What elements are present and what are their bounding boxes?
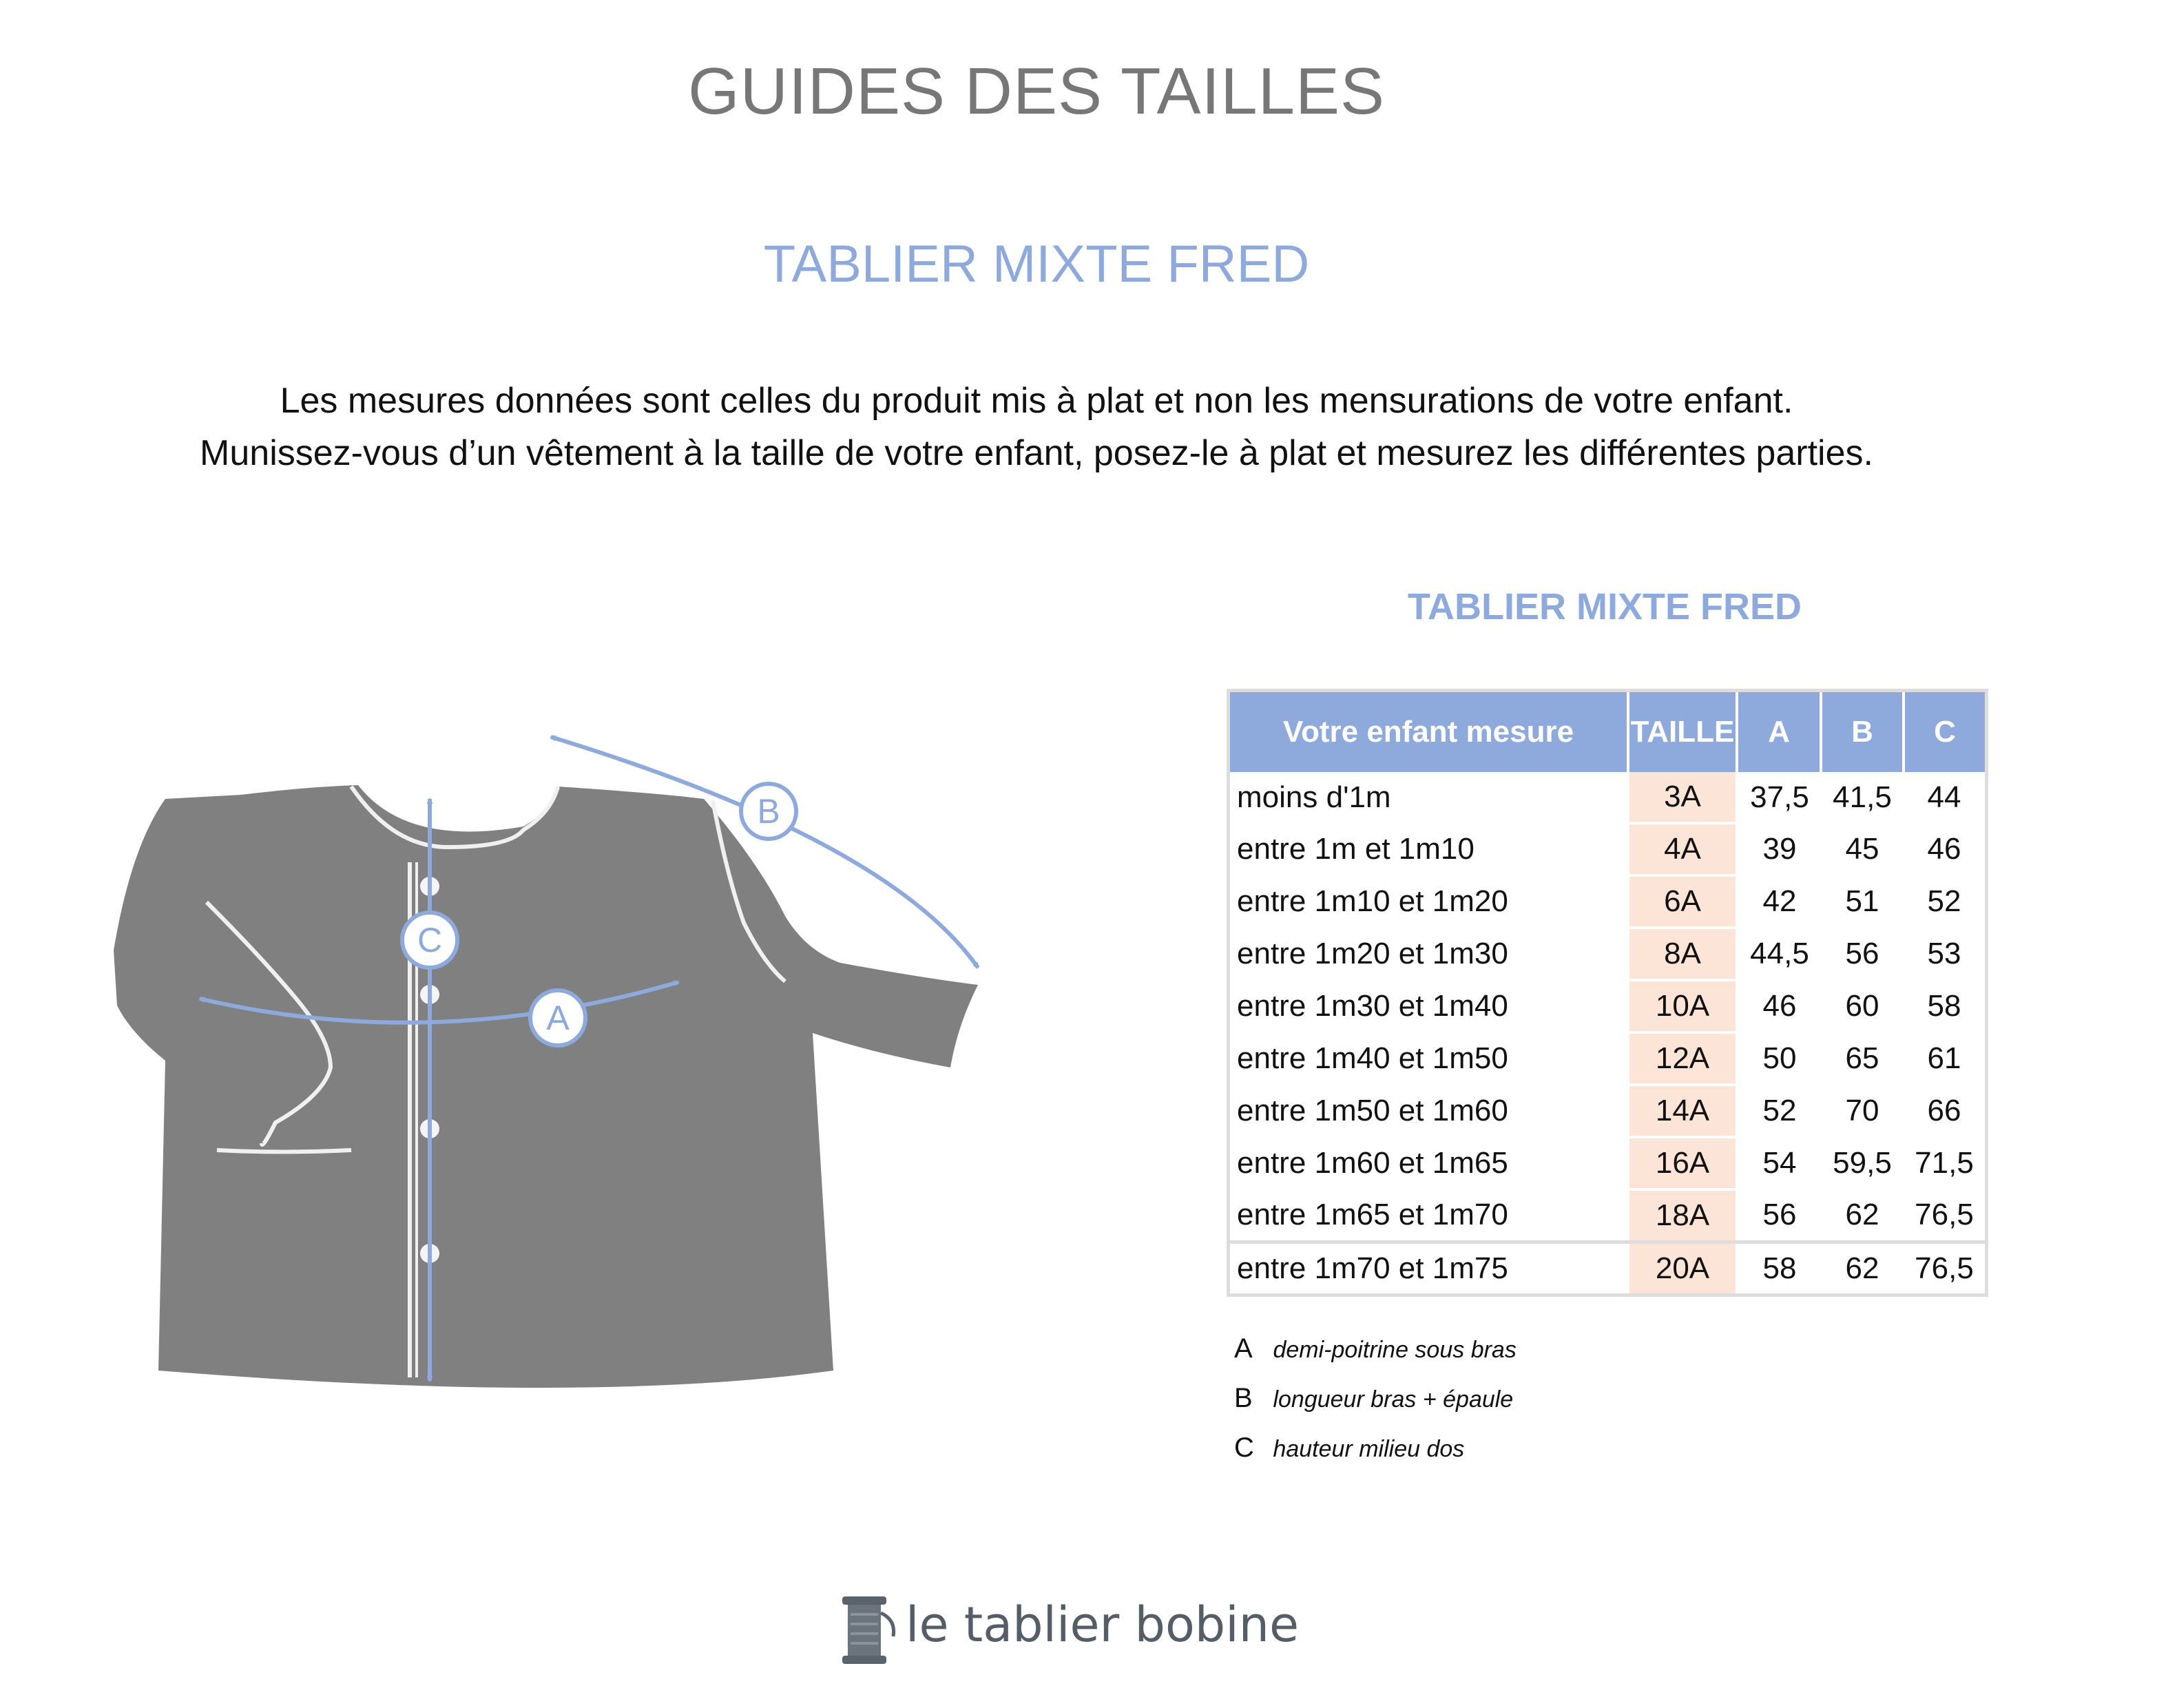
- label-a-badge: [530, 990, 585, 1045]
- cell-c: 71,5: [1915, 1146, 1974, 1180]
- cell-c: 52: [1927, 884, 1961, 918]
- legend-item-b: [1234, 1383, 1513, 1414]
- intro-line-2: Munissez-vous d’un vêtement à la taille de votre enfant, posez-le à plat et mesurez les différentes parties.: [200, 433, 1873, 473]
- cell-size: 16A: [1628, 1137, 1737, 1189]
- cell-a: 39: [1762, 832, 1797, 866]
- table-row: [1229, 1085, 1987, 1137]
- cell-a: 44,5: [1750, 937, 1809, 970]
- cell-size: 4A: [1628, 823, 1737, 875]
- legend-key: B: [1234, 1383, 1253, 1413]
- size-chart-table: [1227, 689, 1988, 1297]
- cell-c: 58: [1927, 989, 1961, 1023]
- apron-jacket-shape: [114, 785, 978, 1388]
- table-row: [1229, 823, 1987, 875]
- cell-child-height: entre 1m40 et 1m50: [1237, 1041, 1508, 1075]
- cell-size: 12A: [1628, 1032, 1737, 1085]
- cell-a: 46: [1762, 989, 1797, 1023]
- cell-child-height: entre 1m30 et 1m40: [1237, 989, 1508, 1023]
- cell-b: 60: [1845, 989, 1879, 1023]
- svg-text:A: A: [546, 999, 570, 1037]
- cell-a: 42: [1762, 884, 1797, 918]
- label-c-badge: [402, 913, 457, 968]
- cell-c: 53: [1927, 937, 1961, 970]
- cell-b: 51: [1845, 884, 1879, 918]
- svg-text:C: C: [417, 921, 443, 959]
- cell-a: 56: [1762, 1198, 1797, 1231]
- table-row: [1229, 980, 1987, 1032]
- cell-b: 56: [1845, 937, 1879, 970]
- label-b-badge: [741, 784, 796, 839]
- header-c: C: [1904, 691, 1987, 773]
- cell-child-height: entre 1m10 et 1m20: [1237, 884, 1508, 918]
- cell-b: 70: [1845, 1094, 1879, 1127]
- legend-item-a: [1234, 1333, 1517, 1364]
- table-row: [1229, 875, 1987, 928]
- legend-text: longueur bras + épaule: [1273, 1386, 1514, 1413]
- cell-b: 65: [1845, 1041, 1879, 1075]
- cell-a: 37,5: [1750, 780, 1809, 814]
- table-row: [1229, 1032, 1987, 1085]
- legend-key: C: [1234, 1433, 1254, 1463]
- cell-size: 18A: [1628, 1189, 1737, 1242]
- cell-child-height: entre 1m20 et 1m30: [1237, 937, 1508, 970]
- header-a: A: [1737, 691, 1821, 773]
- table-row: [1229, 1189, 1987, 1242]
- cell-c: 46: [1927, 832, 1961, 866]
- cell-child-height: entre 1m50 et 1m60: [1237, 1094, 1508, 1127]
- cell-c: 44: [1927, 780, 1961, 814]
- table-row: [1229, 1137, 1987, 1189]
- cell-c: 66: [1927, 1094, 1961, 1127]
- cell-b: 62: [1845, 1198, 1879, 1231]
- cell-child-height: entre 1m et 1m10: [1237, 832, 1475, 866]
- product-title: TABLIER MIXTE FRED: [763, 235, 1310, 293]
- cell-c: 61: [1927, 1041, 1961, 1075]
- cell-b: 62: [1821, 1242, 1904, 1295]
- legend-text: hauteur milieu dos: [1273, 1436, 1465, 1462]
- page-title: GUIDES DES TAILLES: [687, 54, 1386, 128]
- legend-text: demi-poitrine sous bras: [1273, 1337, 1517, 1363]
- cell-a: 54: [1762, 1146, 1797, 1180]
- cell-c: 76,5: [1904, 1242, 1987, 1295]
- cell-size: 14A: [1628, 1085, 1737, 1137]
- garment-measurement-diagram: [103, 709, 999, 1419]
- cell-c: 76,5: [1915, 1198, 1974, 1231]
- header-size: TAILLE: [1628, 691, 1737, 773]
- cell-a: 52: [1762, 1094, 1797, 1127]
- cell-b: 41,5: [1833, 780, 1892, 814]
- cell-a: 58: [1737, 1242, 1821, 1295]
- brand-logo: [837, 1592, 1300, 1668]
- cell-child-height: entre 1m65 et 1m70: [1237, 1198, 1508, 1231]
- cell-child-height: entre 1m70 et 1m75: [1229, 1242, 1629, 1295]
- brand-name: le tablier bobine: [906, 1596, 1300, 1653]
- legend-item-c: [1234, 1433, 1464, 1464]
- cell-b: 59,5: [1833, 1146, 1892, 1180]
- legend-key: A: [1234, 1333, 1253, 1364]
- cell-a: 50: [1762, 1041, 1797, 1075]
- intro-line-1: Les mesures données sont celles du produit mis à plat et non les mensurations de votre enfant.: [280, 381, 1793, 421]
- svg-text:B: B: [757, 792, 780, 831]
- cell-size: 8A: [1628, 928, 1737, 980]
- cell-size: 10A: [1628, 980, 1737, 1032]
- table-row: [1229, 1242, 1987, 1295]
- cell-child-height: entre 1m60 et 1m65: [1237, 1146, 1508, 1180]
- table-row: [1229, 928, 1987, 980]
- spool-icon: [837, 1592, 899, 1668]
- table-title: TABLIER MIXTE FRED: [1408, 586, 1802, 627]
- header-child-height: Votre enfant mesure: [1229, 691, 1629, 773]
- cell-child-height: moins d'1m: [1237, 780, 1391, 814]
- cell-size: 6A: [1628, 875, 1737, 928]
- table-row: [1229, 772, 1987, 823]
- header-b: B: [1821, 691, 1904, 773]
- cell-size: 20A: [1628, 1242, 1737, 1295]
- cell-b: 45: [1845, 832, 1879, 866]
- cell-size: 3A: [1628, 772, 1737, 823]
- table-header-row: [1229, 691, 1987, 773]
